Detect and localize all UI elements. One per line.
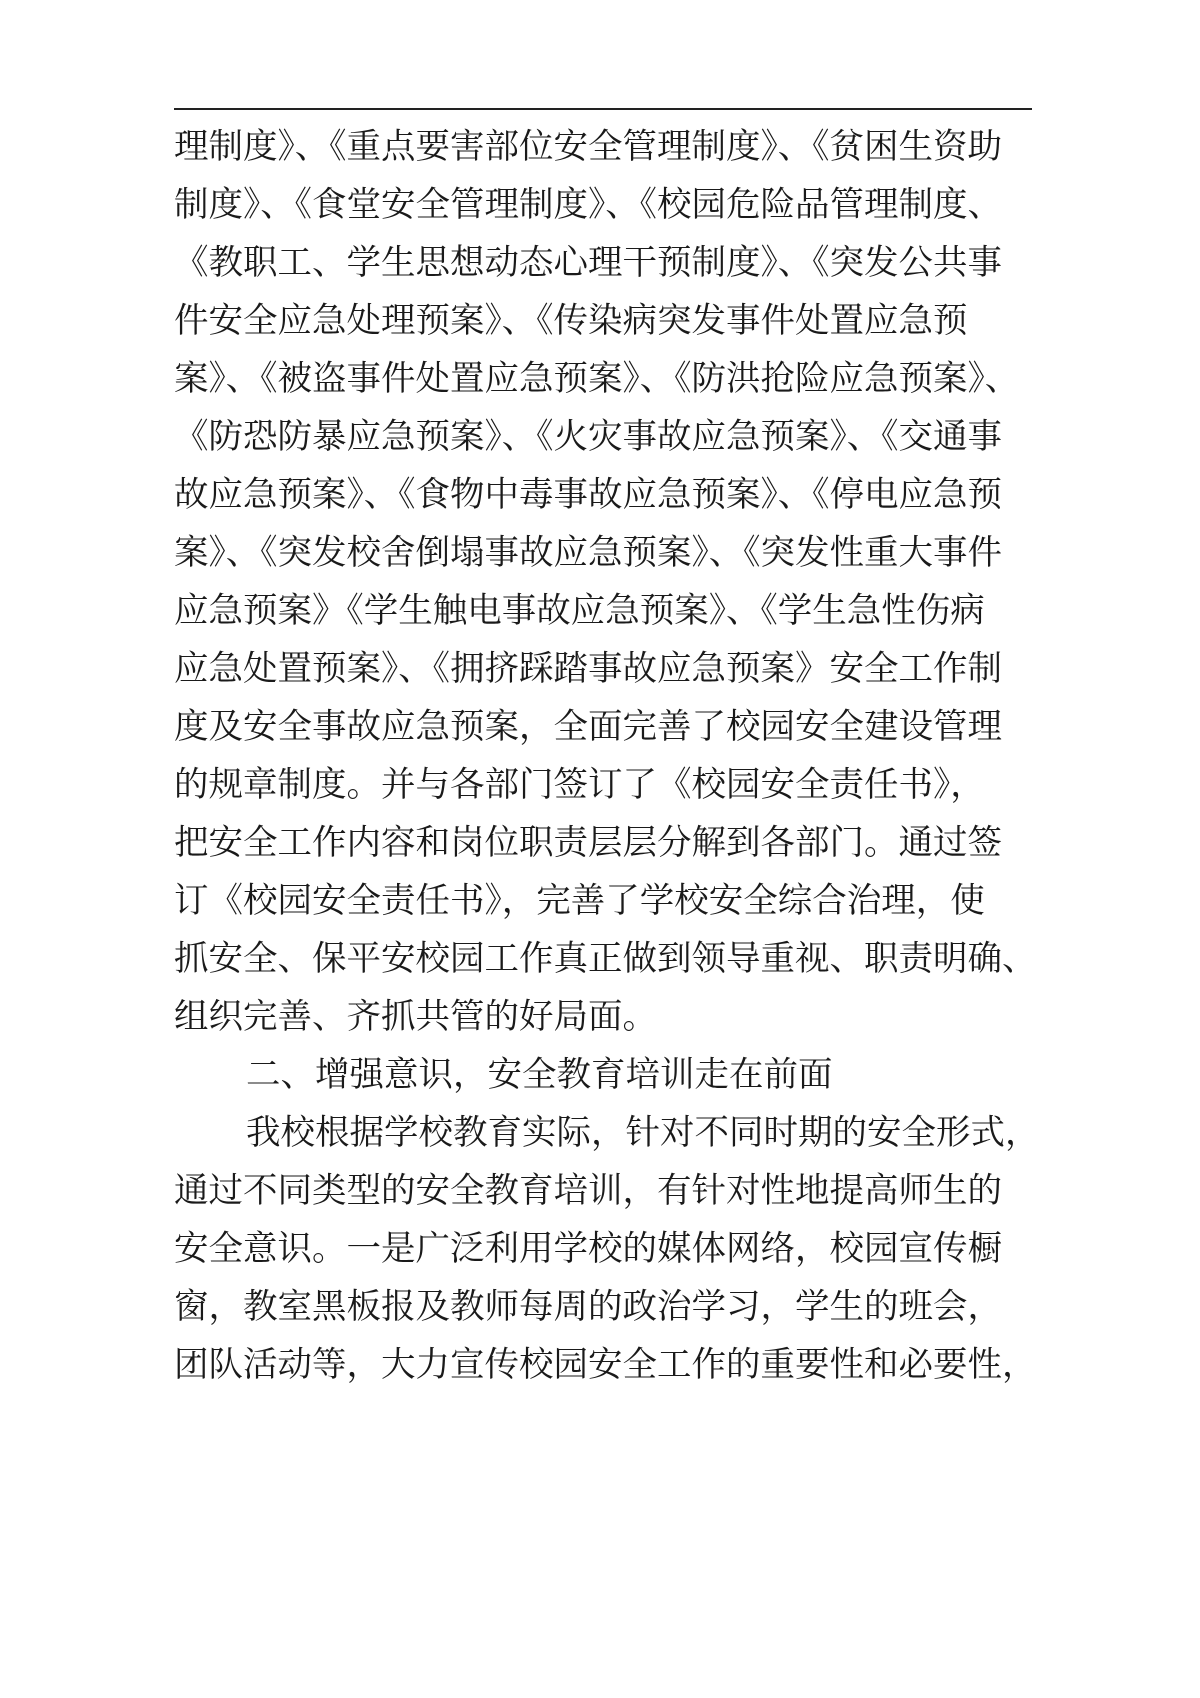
text-line: 应急处置预案》、《拥挤踩踏事故应急预案》安全工作制	[174, 649, 1002, 689]
text-line: 应急预案》《学生触电事故应急预案》、《学生急性伤病	[174, 591, 985, 631]
text-line: 抓安全、保平安校园工作真正做到领导重视、职责明确、	[174, 939, 1037, 979]
body-text	[174, 118, 1044, 1394]
header-rule	[174, 108, 1032, 110]
text-line: 《教职工、学生思想动态心理干预制度》、《突发公共事	[174, 243, 1002, 283]
paragraph-first-line: 我校根据学校教育实际，针对不同时期的安全形式，	[246, 1113, 1040, 1153]
section-heading: 二、增强意识，安全教育培训走在前面	[246, 1055, 833, 1095]
text-line: 安全意识。一是广泛利用学校的媒体网络，校园宣传橱	[174, 1229, 1002, 1269]
text-line: 件安全应急处理预案》、《传染病突发事件处置应急预	[174, 301, 968, 341]
text-line: 案》、《被盗事件处置应急预案》、《防洪抢险应急预案》、	[174, 359, 1020, 399]
text-line: 通过不同类型的安全教育培训，有针对性地提高师生的	[174, 1171, 1002, 1211]
text-line: 组织完善、齐抓共管的好局面。	[174, 997, 657, 1037]
text-line: 度及安全事故应急预案，全面完善了校园安全建设管理	[174, 707, 1002, 747]
text-line: 制度》、《食堂安全管理制度》、《校园危险品管理制度、	[174, 185, 1002, 225]
text-line: 把安全工作内容和岗位职责层层分解到各部门。通过签	[174, 823, 1002, 863]
text-line: 理制度》、《重点要害部位安全管理制度》、《贫困生资助	[174, 127, 1002, 167]
text-line: 窗，教室黑板报及教师每周的政治学习，学生的班会，	[174, 1287, 1002, 1327]
text-line: 《防恐防暴应急预案》、《火灾事故应急预案》、《交通事	[174, 417, 1002, 457]
text-line: 的规章制度。并与各部门签订了《校园安全责任书》，	[174, 765, 985, 805]
text-line: 订《校园安全责任书》，完善了学校安全综合治理，使	[174, 881, 985, 921]
text-line: 案》、《突发校舍倒塌事故应急预案》、《突发性重大事件	[174, 533, 1002, 573]
text-line: 故应急预案》、《食物中毒事故应急预案》、《停电应急预	[174, 475, 1002, 515]
text-line: 团队活动等，大力宣传校园安全工作的重要性和必要性，	[174, 1345, 1037, 1385]
